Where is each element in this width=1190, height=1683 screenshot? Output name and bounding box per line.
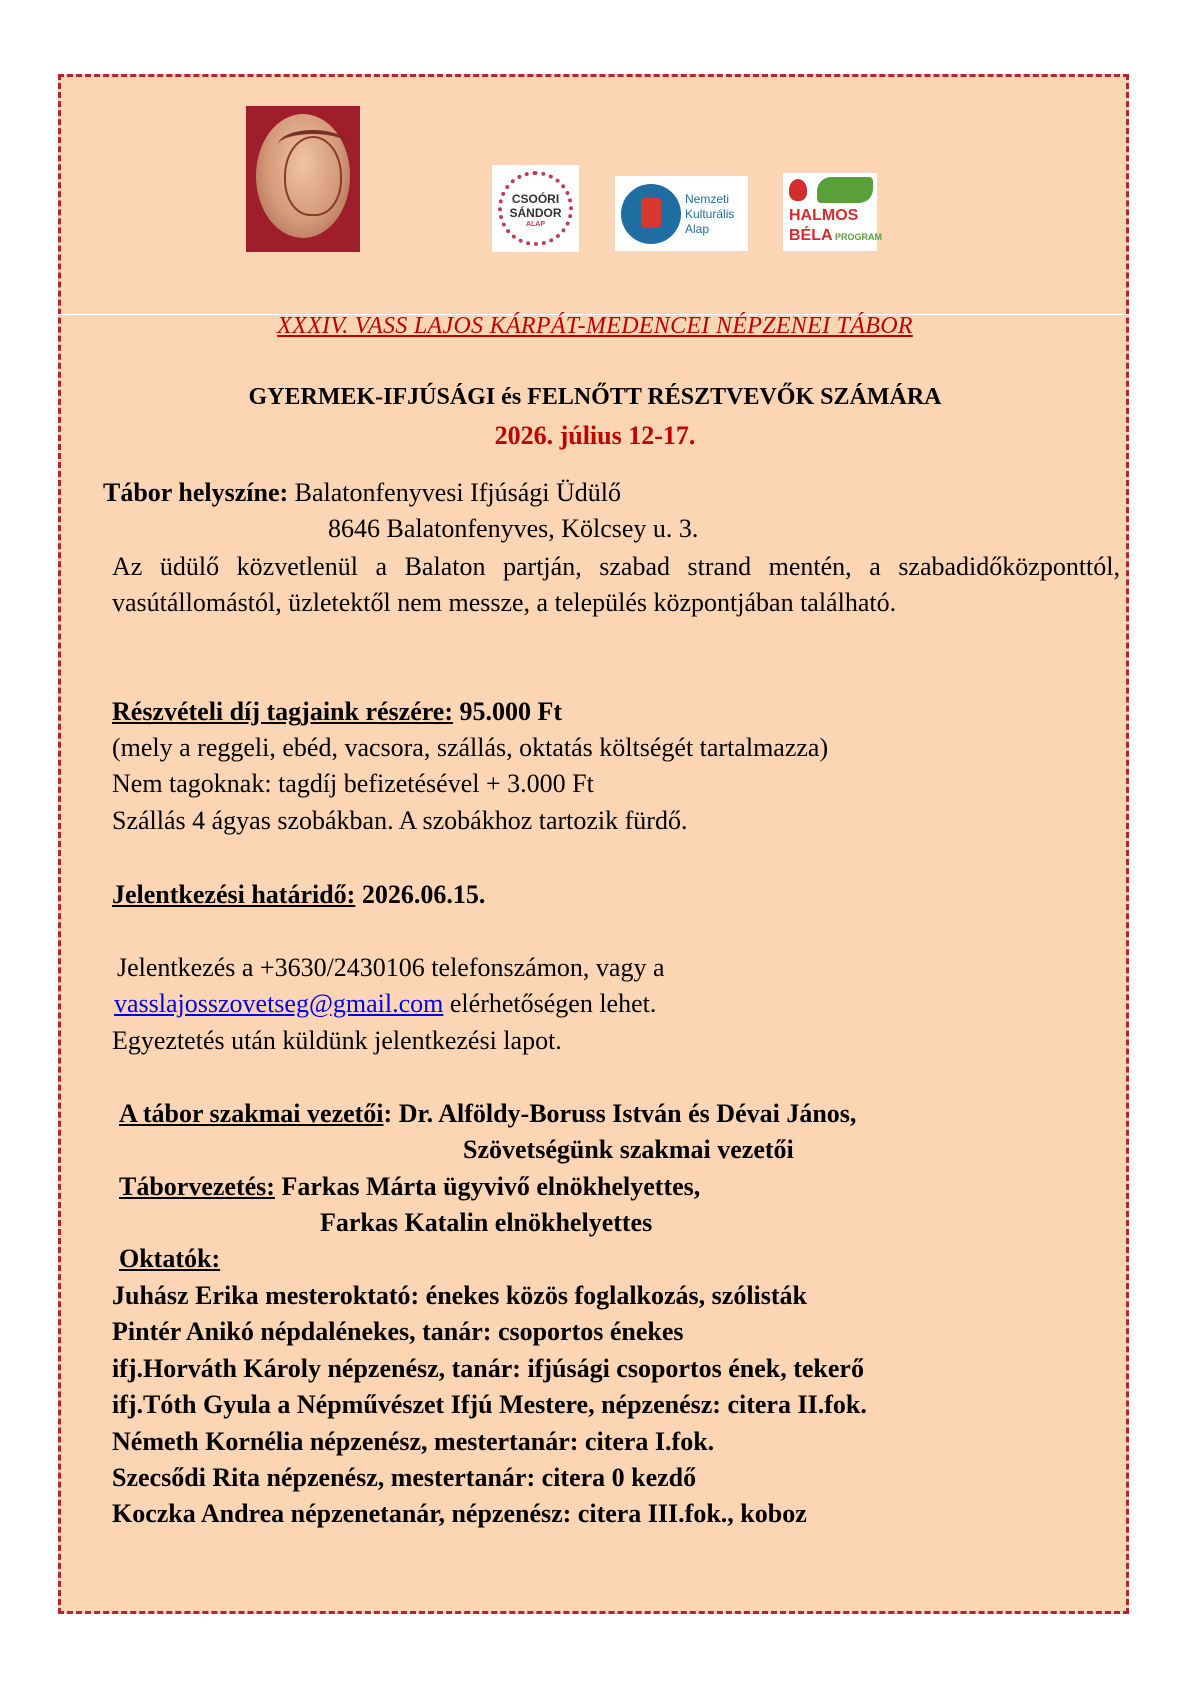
instructor-item: ifj.Tóth Gyula a Népművészet Ifjú Mestere, népzenész: citera II.fok. <box>112 1390 867 1419</box>
location-address: 8646 Balatonfenyves, Kölcsey u. 3. <box>328 514 699 543</box>
deadline-line <box>112 880 485 910</box>
csoori-sandor-alap-logo <box>492 165 579 252</box>
leaders-line <box>119 1099 856 1129</box>
halmos-bela-program-logo <box>783 173 882 251</box>
fee-label: Részvételi díj tagjaink részére: <box>112 697 454 726</box>
nka-emblem-icon <box>621 184 681 244</box>
management-label: Táborvezetés: <box>119 1172 275 1201</box>
management-line <box>119 1172 700 1202</box>
email-link[interactable]: vasslajosszovetseg@gmail.com <box>114 989 444 1018</box>
deadline-label: Jelentkezési határidő: <box>112 880 356 909</box>
fee-rooms: Szállás 4 ágyas szobákban. A szobákhoz tartozik fürdő. <box>112 806 688 835</box>
portrait-image <box>246 106 360 252</box>
violin-icon <box>817 177 873 203</box>
instructor-item: Szecsődi Rita népzenész, mestertanár: citera 0 kezdő <box>112 1463 697 1492</box>
logo1-line1: CSOÓRI <box>511 192 560 206</box>
tulip-icon <box>789 179 807 201</box>
logo1-line2: SÁNDOR <box>509 206 562 220</box>
contact-note: Egyeztetés után küldünk jelentkezési lapot. <box>112 1026 562 1055</box>
logo2-line3: Alap <box>685 222 710 236</box>
location-name: Balatonfenyvesi Ifjúsági Üdülő <box>294 478 622 507</box>
camp-title: XXXIV. VASS LAJOS KÁRPÁT-MEDENCEI NÉPZENEI TÁBOR <box>277 313 913 339</box>
fee-non-members: Nem tagoknak: tagdíj befizetésével + 3.000 Ft <box>112 769 594 798</box>
instructor-item: Németh Kornélia népzenész, mestertanár: citera I.fok. <box>112 1427 715 1456</box>
logo2-line1: Nemzeti <box>685 192 730 206</box>
deadline-value: 2026.06.15. <box>361 880 486 909</box>
fee-amount: 95.000 Ft <box>459 697 563 726</box>
logo1-line3: ALAP <box>525 221 546 228</box>
logo3-line1: HALMOS <box>789 207 859 224</box>
location-description: Az üdülő közvetlenül a Balaton partján, szabad strand mentén, a szabadidőközponttól, vasútállomástól, üzletektől nem messze, a település központjában található. <box>112 552 1120 617</box>
instructor-item: Koczka Andrea népzenetanár, népzenész: citera III.fok., koboz <box>112 1499 807 1528</box>
leaders-label: A tábor szakmai vezetői <box>119 1099 384 1128</box>
portrait-face <box>284 136 342 216</box>
camp-date: 2026. július 12-17. <box>494 421 696 450</box>
management-line1: Farkas Márta ügyvivő elnökhelyettes, <box>274 1172 701 1201</box>
leaders-role: Szövetségünk szakmai vezetői <box>463 1135 794 1164</box>
location-line <box>103 478 621 508</box>
instructors-label: Oktatók: <box>119 1244 221 1273</box>
nemzeti-kulturalis-alap-logo <box>615 176 748 251</box>
camp-audience: GYERMEK-IFJÚSÁGI és FELNŐTT RÉSZTVEVŐK SZÁMÁRA <box>248 384 942 410</box>
management-line2: Farkas Katalin elnökhelyettes <box>320 1208 653 1237</box>
contact-email-line <box>114 989 656 1019</box>
contact-phone: Jelentkezés a +3630/2430106 telefonszámon, vagy a <box>117 953 665 982</box>
portrait-oval <box>256 114 350 238</box>
logo3-line3: PROGRAM <box>835 232 882 242</box>
fee-line <box>112 697 562 727</box>
fee-note: (mely a reggeli, ebéd, vacsora, szállás, oktatás költségét tartalmazza) <box>112 733 829 762</box>
instructor-item: Juhász Erika mesteroktató: énekes közös foglalkozás, szólisták <box>112 1281 808 1310</box>
location-label: Tábor helyszíne: <box>103 478 289 507</box>
contact-email-rest: elérhetőségen lehet. <box>443 989 657 1018</box>
instructor-item: ifj.Horváth Károly népzenész, tanár: ifjúsági csoportos ének, tekerő <box>112 1354 864 1383</box>
leaders-names: : Dr. Alföldy-Boruss István és Dévai János, <box>383 1099 857 1128</box>
logo2-line2: Kulturális <box>685 207 735 221</box>
instructor-item: Pintér Anikó népdalénekes, tanár: csoportos énekes <box>112 1317 684 1346</box>
logo3-line2: BÉLA <box>789 227 833 244</box>
